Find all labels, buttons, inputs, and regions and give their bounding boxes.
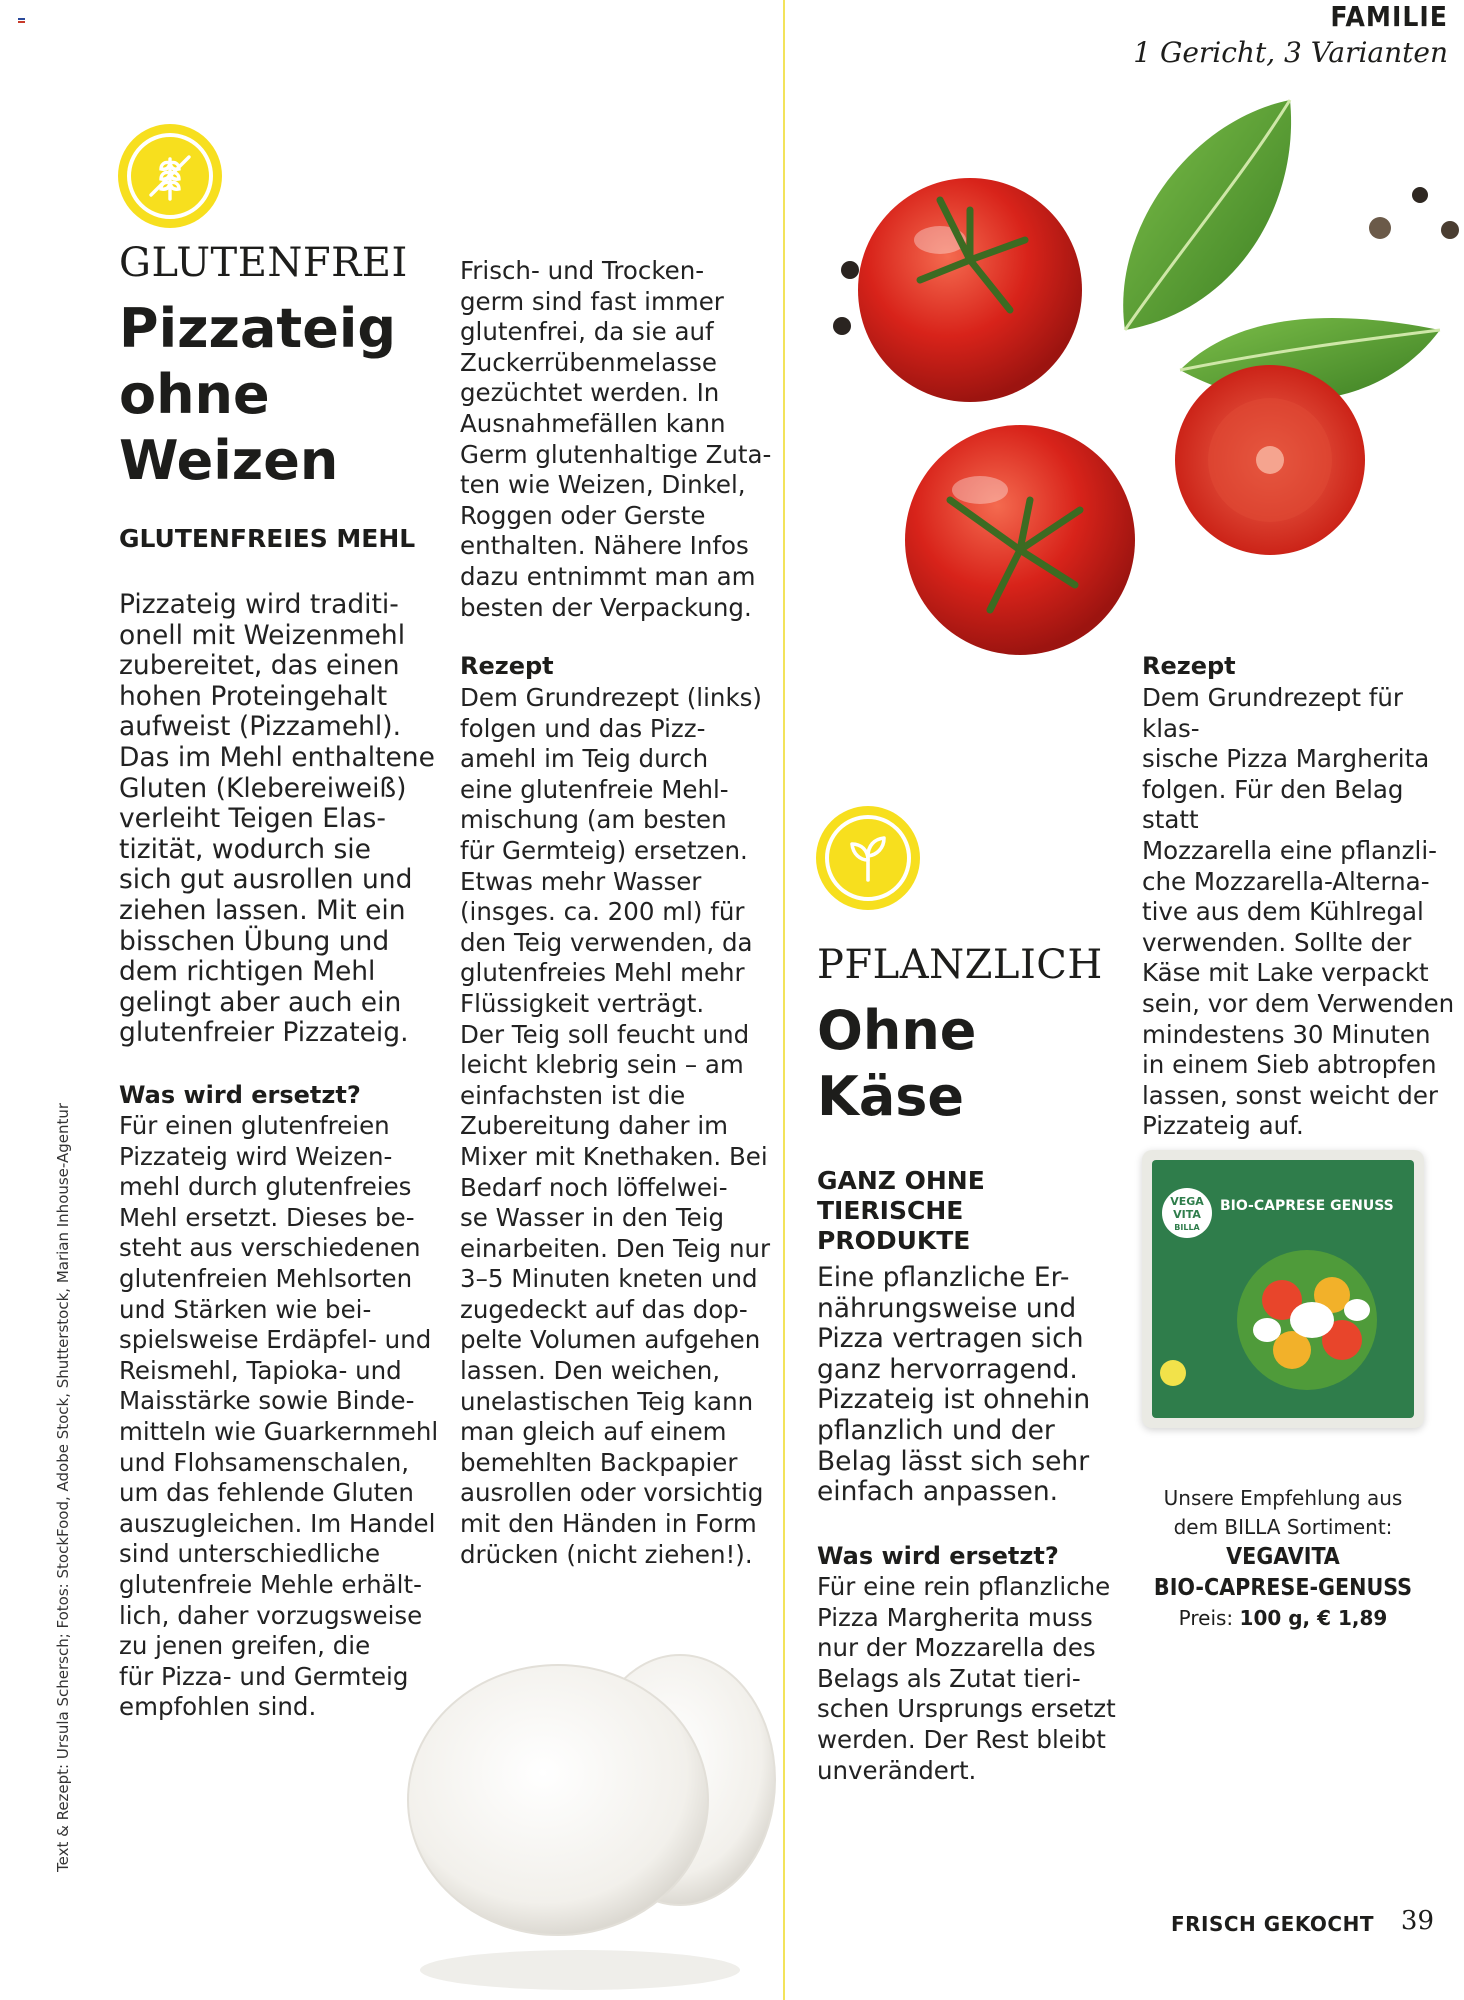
photo-credits: Text & Rezept: Ursula Schersch; Fotos: StockFood, Adobe Stock, Shutterstock, Marian Inhouse-Agentur [54, 1102, 72, 1872]
caprese-salad-image [1212, 1240, 1402, 1400]
glutenfrei-title [119, 296, 396, 494]
glutenfrei-recipe-text: Dem Grundrezept (links) folgen und das Pizz- amehl im Teig durch eine glutenfreie Mehl- mischung (am besten für Germteig) ersetzen. Etwas mehr Wasser (insges. ca. 200 ml) für den Teig verwenden, da glutenfreies Mehl mehr Flüssigkeit verträgt. Der Teig soll feucht und leicht klebrig sein – am einfachsten ist die Zubereitung daher im Mixer mit Knethaken. Bei Bedarf noch löffelwei- se Wasser in den Teig einarbeiten. Den Teig nur 3–5 Minuten kneten und zugedeckt auf das dop- pelte Volumen aufgehen lassen. Den weichen, unelastischen Teig kann man gleich auf einem bemehlten Backpapier ausrollen oder vorsichtig mit den Händen in Form drücken (nicht ziehen!). [460, 683, 771, 1569]
subhead-line: TIERISCHE [817, 1196, 964, 1225]
product-name-line: BIO-CAPRESE-GENUSS [1153, 1575, 1413, 1601]
pflanzlich-subhead [817, 1166, 985, 1256]
recommend-line: dem BILLA Sortiment: [1173, 1515, 1393, 1539]
page-number: 39 [1400, 1906, 1434, 1936]
logo-store: BILLA [1174, 1223, 1200, 1232]
recommend-line: Unsere Empfehlung aus [1163, 1486, 1403, 1510]
product-name-line: VEGAVITA [1226, 1544, 1340, 1570]
logo-top: VEGA [1170, 1195, 1204, 1208]
product-recommendation [1142, 1484, 1424, 1542]
subhead-line: GANZ OHNE [817, 1166, 985, 1195]
vegavita-logo [1162, 1188, 1212, 1238]
vegan-label-icon [1160, 1360, 1186, 1386]
pflanzlich-recipe-text: Dem Grundrezept für klas- sische Pizza Margherita folgen. Für den Belag statt Mozzarella eine pflanzli- che Mozzarella-Alterna- tive aus dem Kühlregal verwenden. Sollte der Käse mit Lake verpackt sein, vor dem Verwenden mindestens 30 Minuten in einem Sieb abtropfen lassen, sonst weicht der Pizzateig auf. [1142, 683, 1455, 1141]
title-line: ohne [119, 363, 270, 426]
glutenfrei-badge [118, 124, 222, 228]
title-line: Ohne [817, 999, 977, 1062]
magazine-name: FRISCH GEKOCHT [1170, 1912, 1374, 1936]
price-value: 100 g, € 1,89 [1239, 1606, 1388, 1630]
glutenfrei-yeast-text: Frisch- und Trocken- germ sind fast immer glutenfrei, da sie auf Zuckerrübenmelasse gezüchtet werden. In Ausnahmefällen kann Germ glutenhaltige Zuta- ten wie Weizen, Dinkel, Roggen oder Gerste enthalten. Nähere Infos dazu entnimmt man am besten der Verpackung. [460, 256, 772, 622]
title-line: Käse [817, 1065, 965, 1128]
page-marker [18, 18, 25, 25]
product-price [1142, 1606, 1424, 1630]
pflanzlich-replaced-heading: Was wird ersetzt? [817, 1542, 1059, 1570]
glutenfrei-subhead: GLUTENFREIES MEHL [119, 524, 416, 553]
pflanzlich-kicker: PFLANZLICH [817, 942, 1103, 988]
section-label: FAMILIE [1330, 0, 1448, 33]
price-label: Preis: [1178, 1606, 1234, 1630]
pflanzlich-recipe-heading: Rezept [1142, 652, 1236, 680]
sprout-icon [840, 830, 896, 886]
glutenfrei-recipe-heading: Rezept [460, 652, 554, 680]
wheat-crossed-icon [141, 147, 199, 205]
pflanzlich-title [817, 998, 976, 1130]
package-front [1152, 1160, 1414, 1418]
tomato-basil-image [820, 80, 1464, 660]
pflanzlich-badge [816, 806, 920, 910]
logo-bottom: VITA [1173, 1208, 1201, 1221]
product-name [1142, 1542, 1424, 1604]
glutenfrei-intro: Pizzateig wird traditi- onell mit Weizenmehl zubereitet, das einen hohen Proteingehalt aufweist (Pizzamehl). Das im Mehl enthaltene Gluten (Klebereiweiß) verleiht Teigen Elas- tizität, wodurch sie sich gut ausrollen und ziehen lassen. Mit ein bisschen Übung und dem richtigen Mehl gelingt aber auch ein glutenfreier Pizzateig. [119, 589, 435, 1049]
pflanzlich-replaced-text: Für eine rein pflanzliche Pizza Margherita muss nur der Mozzarella des Belags als Zutat tieri- schen Ursprungs ersetzt werden. Der Rest bleibt unverändert. [817, 1572, 1116, 1785]
section-subtitle: 1 Gericht, 3 Varianten [1133, 36, 1448, 69]
package-title: BIO-CAPRESE GENUSS [1220, 1198, 1394, 1214]
subhead-line: PRODUKTE [817, 1226, 971, 1255]
glutenfrei-kicker: GLUTENFREI [119, 240, 408, 286]
mozzarella-image [380, 1640, 800, 2000]
glutenfrei-replaced-heading: Was wird ersetzt? [119, 1081, 361, 1109]
title-line: Weizen [119, 429, 339, 492]
product-package [1142, 1150, 1424, 1428]
title-line: Pizzateig [119, 297, 396, 360]
pflanzlich-intro: Eine pflanzliche Er- nährungsweise und Pizza vertragen sich ganz hervorragend. Pizzateig ist ohnehin pflanzlich und der Belag lässt sich sehr einfach anpassen. [817, 1262, 1091, 1508]
glutenfrei-replaced-text: Für einen glutenfreien Pizzateig wird Weizen- mehl durch glutenfreies Mehl ersetzt. Dieses be- steht aus verschiedenen glutenfreien Mehlsorten und Stärken wie bei- spielsweise Erdäpfel- und Reismehl, Tapioka- und Maisstärke sowie Binde- mitteln wie Guarkernmehl und Flohsamenschalen, um das fehlende Gluten auszugleichen. Im Handel sind unterschiedliche glutenfreie Mehle erhält- lich, daher vorzugsweise zu jenen greifen, die für Pizza- und Germteig empfohlen sind. [119, 1111, 439, 1722]
